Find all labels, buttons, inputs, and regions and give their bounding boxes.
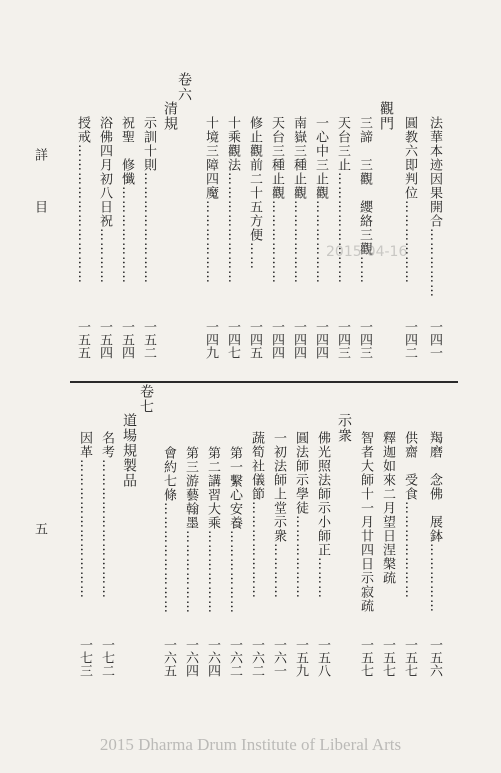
- page-number: 一五九: [293, 638, 308, 677]
- date-stamp: 2015-04-16: [326, 244, 408, 260]
- page-number: 一六五: [161, 638, 176, 677]
- toc-entry: 羯磨 念佛 展鉢……………: [427, 431, 442, 613]
- section-heading: 道場規製品: [121, 413, 137, 488]
- toc-entry: 浴佛四月初八日祝…………: [97, 116, 112, 284]
- page-number: 一四九: [203, 320, 218, 359]
- toc-entry: 名考…………………………: [99, 431, 114, 599]
- side-label-mu: 目: [32, 200, 47, 213]
- footer-watermark: 2015 Dharma Drum Institute of Liberal Arts: [99, 735, 402, 754]
- page-number: 一六二: [227, 638, 242, 677]
- toc-entry: 十乘觀法……………………: [225, 116, 240, 284]
- page-number: 一四四: [313, 320, 328, 359]
- page-number: 一五五: [75, 320, 90, 359]
- toc-entry: 修止觀前二十五方便……: [247, 116, 262, 270]
- page-number: 一四三: [335, 320, 350, 359]
- toc-entry: 三諦 三觀 纓絡三觀……: [357, 116, 372, 284]
- page-number: 一五七: [380, 638, 395, 677]
- section-heading: 清規: [162, 101, 178, 131]
- page-number: 一六四: [183, 638, 198, 677]
- side-label-detail: 詳: [32, 148, 47, 161]
- toc-entry: 會約七條……………………: [161, 446, 176, 614]
- page-number: 一四四: [291, 320, 306, 359]
- page-number: 一四五: [247, 320, 262, 359]
- toc-entry: 十境三障四魔………………: [203, 116, 218, 284]
- page-number: 一四二: [402, 320, 417, 359]
- page-number: 一五六: [427, 638, 442, 677]
- toc-entry: 蔬筍社儀節…………………: [249, 431, 264, 599]
- toc-entry: 圓法師示學徒………………: [293, 431, 308, 599]
- toc-entry: 佛光照法師示小師正………: [315, 431, 330, 599]
- page-number: 一五二: [141, 320, 156, 359]
- page-number: 一七三: [77, 638, 92, 677]
- toc-entry: 授戒…………………………: [75, 116, 90, 284]
- toc-entry: 祝聖 修懺…………………: [119, 116, 134, 284]
- page-number: 一五四: [97, 320, 112, 359]
- page-number: 一五七: [402, 638, 417, 677]
- page-number: 一六二: [249, 638, 264, 677]
- section-heading: 示衆: [336, 413, 352, 443]
- page-number: 一五七: [358, 638, 373, 677]
- page-number: 一四三: [357, 320, 372, 359]
- toc-entry: 天台三種止觀………………: [269, 116, 284, 284]
- toc-entry: 天台三止……………………: [335, 116, 350, 284]
- volume-heading: 卷七: [138, 384, 154, 414]
- toc-entry: 因革…………………………: [77, 431, 92, 599]
- toc-entry: 示訓十則……………………: [141, 116, 156, 284]
- toc-entry: 法華本迹因果開合……………: [427, 116, 442, 298]
- volume-heading: 卷六: [176, 72, 192, 102]
- section-heading: 觀門: [378, 101, 394, 131]
- page-number: 一五四: [119, 320, 134, 359]
- page-number: 一五八: [315, 638, 330, 677]
- page-number: 一七二: [99, 638, 114, 677]
- page-number: 一四一: [427, 320, 442, 359]
- section-divider: [70, 381, 458, 383]
- toc-entry: 第二講習大乘………………: [205, 446, 220, 614]
- page-folio: 五: [32, 522, 47, 535]
- toc-entry: 一初法師上堂示衆…………: [271, 431, 286, 599]
- toc-entry: 智者大師十一月廿四日示寂疏: [358, 431, 373, 613]
- page-number: 一六四: [205, 638, 220, 677]
- toc-entry: 第一繫心安養………………: [227, 446, 242, 614]
- toc-entry: 圓教六即判位………………: [402, 116, 417, 284]
- toc-entry: 第三游藝翰墨………………: [183, 446, 198, 614]
- toc-entry: 南嶽三種止觀………………: [291, 116, 306, 284]
- page-number: 一四四: [269, 320, 284, 359]
- page-number: 一四七: [225, 320, 240, 359]
- toc-entry: 釋迦如來二月望日涅槃疏: [380, 431, 395, 585]
- page-number: 一六一: [271, 638, 286, 677]
- toc-entry: 一心中三止觀………………: [313, 116, 328, 284]
- toc-entry: 供齋 受食…………………: [402, 431, 417, 599]
